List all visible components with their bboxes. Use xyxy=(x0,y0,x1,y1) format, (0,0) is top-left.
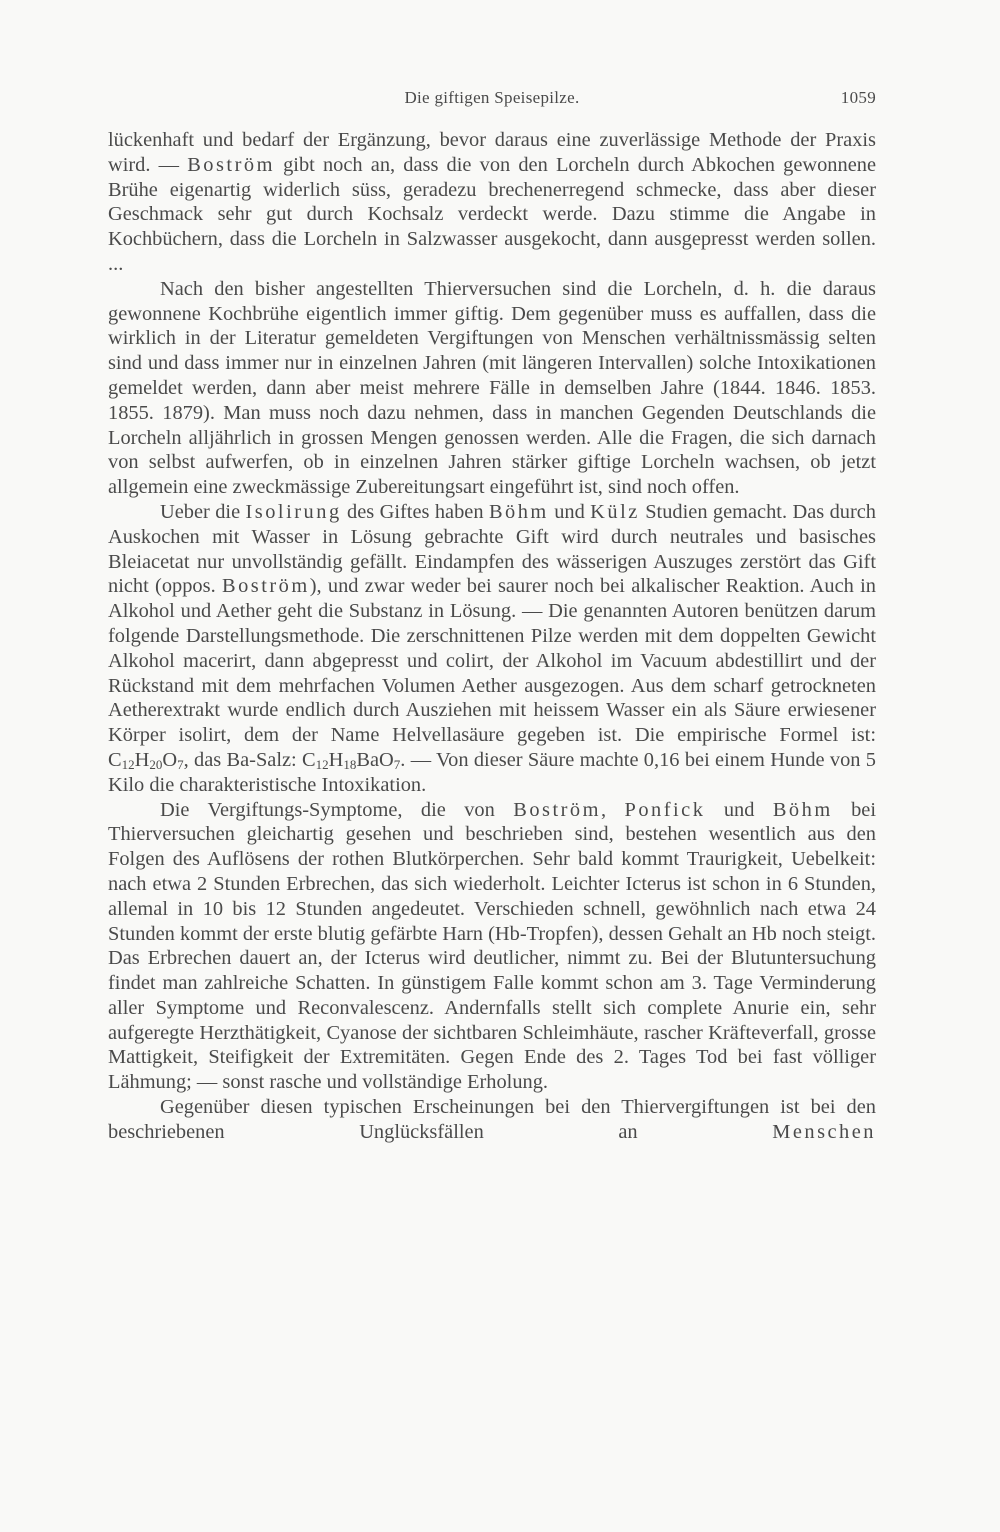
text-run: bei Thierversuchen gleichartig gesehen und beschrieben sind, bestehen wesentlich aus den Folgen des Auflösens der rothen Blutkörperchen. Sehr bald kommt Traurigkeit, Uebelkeit: nach etwa 2 Stunden Erbrechen, das sich wiederholt. Leichter Icterus ist schon in 6 Stunden, allemal in 10 bis 12 Stunden angedeutet. Verschieden schnell, gewöhnlich nach etwa 24 Stunden kommt der erste blutig gefärbte Harn (Hb-Tropfen), dessen Gehalt an Hb noch steigt. Das Erbrechen dauert an, der Icterus wird deutlicher, nimmt zu. Bei der Blutuntersuchung findet man zahlreiche Schatten. In günstigem Falle kommt schon am 3. Tage Verminderung aller Symptome und Reconvalescenz. Andernfalls stellt sich complete Anurie ein, sehr aufgeregte Herzthätigkeit, Cyanose der sichtbaren Schleimhäute, rascher Kräfteverfall, grosse Mattigkeit, Steifigkeit der Extremitäten. Gegen Ende des 2. Tages Tod bei fast völliger Lähmung; — sonst rasche und vollständige Erholung. xyxy=(108,798,877,1094)
formula-part: C xyxy=(108,748,122,771)
paragraph-1 xyxy=(108,128,876,277)
author-name: Ponfick xyxy=(624,798,706,821)
text-run: Die Vergiftungs-Symptome, die von xyxy=(160,798,514,821)
paragraph-4 xyxy=(108,798,876,1096)
text-run: , xyxy=(600,798,625,821)
emphasis-term: Menschen xyxy=(772,1120,876,1143)
paragraph-5 xyxy=(108,1095,876,1145)
text-run: Ueber die xyxy=(160,500,246,523)
formula-part: C xyxy=(302,748,316,771)
formula-subscript: 18 xyxy=(343,756,357,772)
text-run: Gegenüber diesen typischen Erscheinungen bei den Thiervergiftungen ist bei den beschriebenen Unglücksfällen an xyxy=(108,1096,876,1143)
formula-part: O xyxy=(162,748,178,771)
text-run: , das Ba-Salz: xyxy=(183,748,303,771)
running-head xyxy=(108,88,876,114)
text-run: gibt noch an, dass die von den Lorcheln durch Abkochen gewonnene Brühe eigenartig widerlich süss, geradezu brechenerregend schmecke, dass aber dieser Geschmack sehr gut durch Kochsalz verdeckt werde. Dazu stimme die Angabe in Kochbüchern, dass die Lorcheln in Salzwasser ausgekocht, dann ausgepresst werden sollen. ... xyxy=(108,153,876,275)
formula-subscript: 12 xyxy=(121,756,135,772)
formula-acid xyxy=(108,749,184,771)
body-text xyxy=(108,128,876,1145)
formula-part: H xyxy=(328,748,344,771)
formula-part: H xyxy=(134,748,150,771)
formula-subscript: 7 xyxy=(177,756,184,772)
formula-subscript: 12 xyxy=(315,756,329,772)
author-name: Boström xyxy=(221,575,310,598)
text-run: des Giftes haben xyxy=(341,500,489,523)
paragraph-2 xyxy=(108,277,876,500)
formula-subscript: 20 xyxy=(149,756,163,772)
page-number: 1059 xyxy=(840,88,876,107)
text-run: ), und zwar weder bei saurer noch bei alkalischer Reaktion. Auch in Alkohol und Aether geht die Substanz in Lösung. — Die genannten Autoren benützen darum folgende Darstellungsmethode. Die zerschnittenen Pilze werden mit dem doppelten Gewicht Alkohol macerirt, dann abgepresst und colirt, der Alkohol im Vacuum abdestillirt und der Rückstand mit dem mehrfachen Volumen Aether ausgezogen. Aus dem scharf getrockneten Aetherextrakt wurde endlich durch Ausziehen mit heissem Wasser ein als Säure erwiesener Körper isolirt, dem der Name Helvellasäure gegeben ist. Die empirische Formel ist: xyxy=(108,575,876,747)
emphasis-term: Isolirung xyxy=(245,500,342,523)
text-run: und xyxy=(705,798,773,821)
author-name: Boström xyxy=(513,798,601,821)
text-run: lückenhaft und bedarf der Ergänzung, bevor daraus eine zuverlässige Methode der Praxis wird. — xyxy=(108,129,876,176)
text-run: und xyxy=(548,500,591,523)
author-name: Boström xyxy=(187,153,275,176)
formula-part: BaO xyxy=(356,748,394,771)
author-name: Külz xyxy=(590,500,640,523)
text-run: . — Von dieser Säure machte 0,16 bei einem Hunde von 5 Kilo die charakteristische Intoxikation. xyxy=(108,748,876,796)
author-name: Böhm xyxy=(488,500,549,523)
paragraph-3 xyxy=(108,500,876,798)
running-title: Die giftigen Speisepilze. xyxy=(404,88,580,107)
text-run: Studien gemacht. Das durch Auskochen mit Wasser in Lösung gebrachte Gift wird durch neutrales und basisches Bleiacetat nur unvollständig gefällt. Eindampfen des wässerigen Auszuges zerstört das Gift nicht (oppos. xyxy=(108,500,876,598)
formula-subscript: 7 xyxy=(393,756,401,772)
text-run: Nach den bisher angestellten Thierversuchen sind die Lorcheln, d. h. die daraus gewonnene Kochbrühe eigentlich immer giftig. Dem gegenüber muss es auffallen, dass die wirklich in der Literatur gemeldeten Vergiftungen von Menschen verhältnissmässig selten sind und dass immer nur in einzelnen Jahren (mit längeren Intervallen) solche Intoxikationen gemeldet werden, dann aber meist mehrere Fälle in demselben Jahre (1844. 1846. 1853. 1855. 1879). Man muss noch dazu nehmen, dass in manchen Gegenden Deutschlands die Lorcheln alljährlich in grossen Mengen genossen werden. Alle die Fragen, die sich darnach von selbst aufwerfen, ob in einzelnen Jahren stärker giftige Lorcheln wachsen, ob jetzt allgemein eine zweckmässige Zubereitungsart eingeführt ist, sind noch offen. xyxy=(108,277,876,499)
author-name: Böhm xyxy=(772,798,833,821)
formula-salt xyxy=(302,749,400,771)
